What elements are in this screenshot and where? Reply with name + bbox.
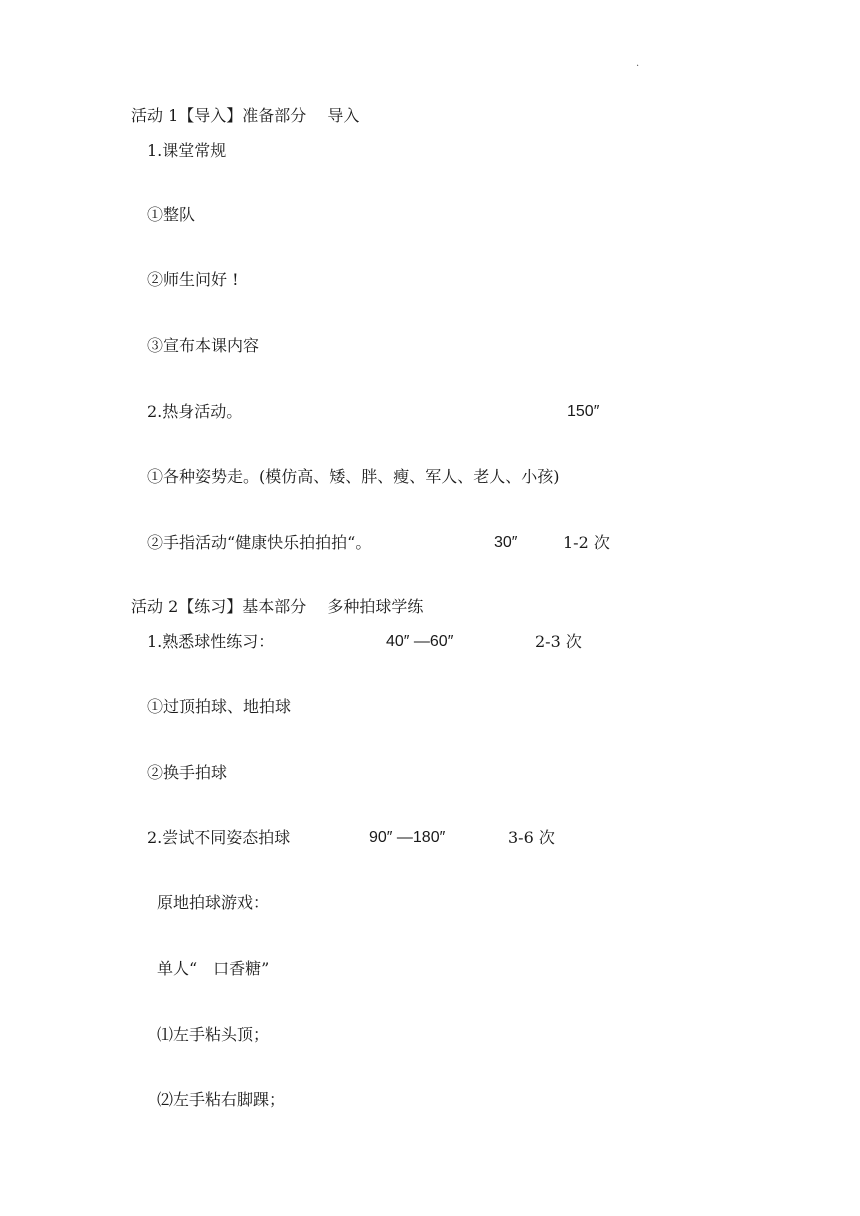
activity-2-section-1-title: 1.熟悉球性练习： [147,632,275,651]
activity-1-finger-item: ②手指活动“健康快乐拍拍拍“。 [147,533,372,552]
activity-1-heading: 活动 1【导入】准备部分 导入 [131,106,360,125]
activity-2-section-2-time: 90″ —180″ [369,829,446,846]
activity-2-game-item-head: ⑴左手粘头顶； [157,1025,270,1044]
activity-2-item-switch-hands: ②换手拍球 [147,763,228,782]
activity-2-section-1-count: 2-3 次 [535,632,582,651]
activity-1-finger-time: 30″ [494,534,518,551]
activity-2-section-1-time: 40″ —60″ [386,633,454,650]
activity-1-section-2-time: 150″ [567,403,600,420]
activity-1-walk-item: ①各种姿势走。(模仿高、矮、胖、瘦、军人、老人、小孩) [147,467,560,486]
activity-1-section-1-title: 1.课堂常规 [147,141,227,160]
activity-1-item-announce: ③宣布本课内容 [147,336,260,355]
activity-2-game-name: 单人“ 口香糖” [157,959,270,978]
corner-mark: . [636,58,640,69]
activity-2-game-title: 原地拍球游戏： [157,893,270,912]
activity-1-section-2-title: 2.热身活动。 [147,402,243,421]
activity-2-game-item-ankle: ⑵左手粘右脚踝； [157,1090,286,1109]
activity-1-item-greeting: ②师生问好 ! [147,270,239,289]
activity-2-section-2-count: 3-6 次 [508,828,555,847]
activity-1-item-line-up: ①整队 [147,205,196,224]
activity-2-item-overhead: ①过顶拍球、地拍球 [147,697,292,716]
activity-2-heading: 活动 2【练习】基本部分 多种拍球学练 [131,597,424,616]
activity-2-section-2-title: 2.尝试不同姿态拍球 [147,828,291,847]
activity-1-finger-count: 1-2 次 [563,533,610,552]
